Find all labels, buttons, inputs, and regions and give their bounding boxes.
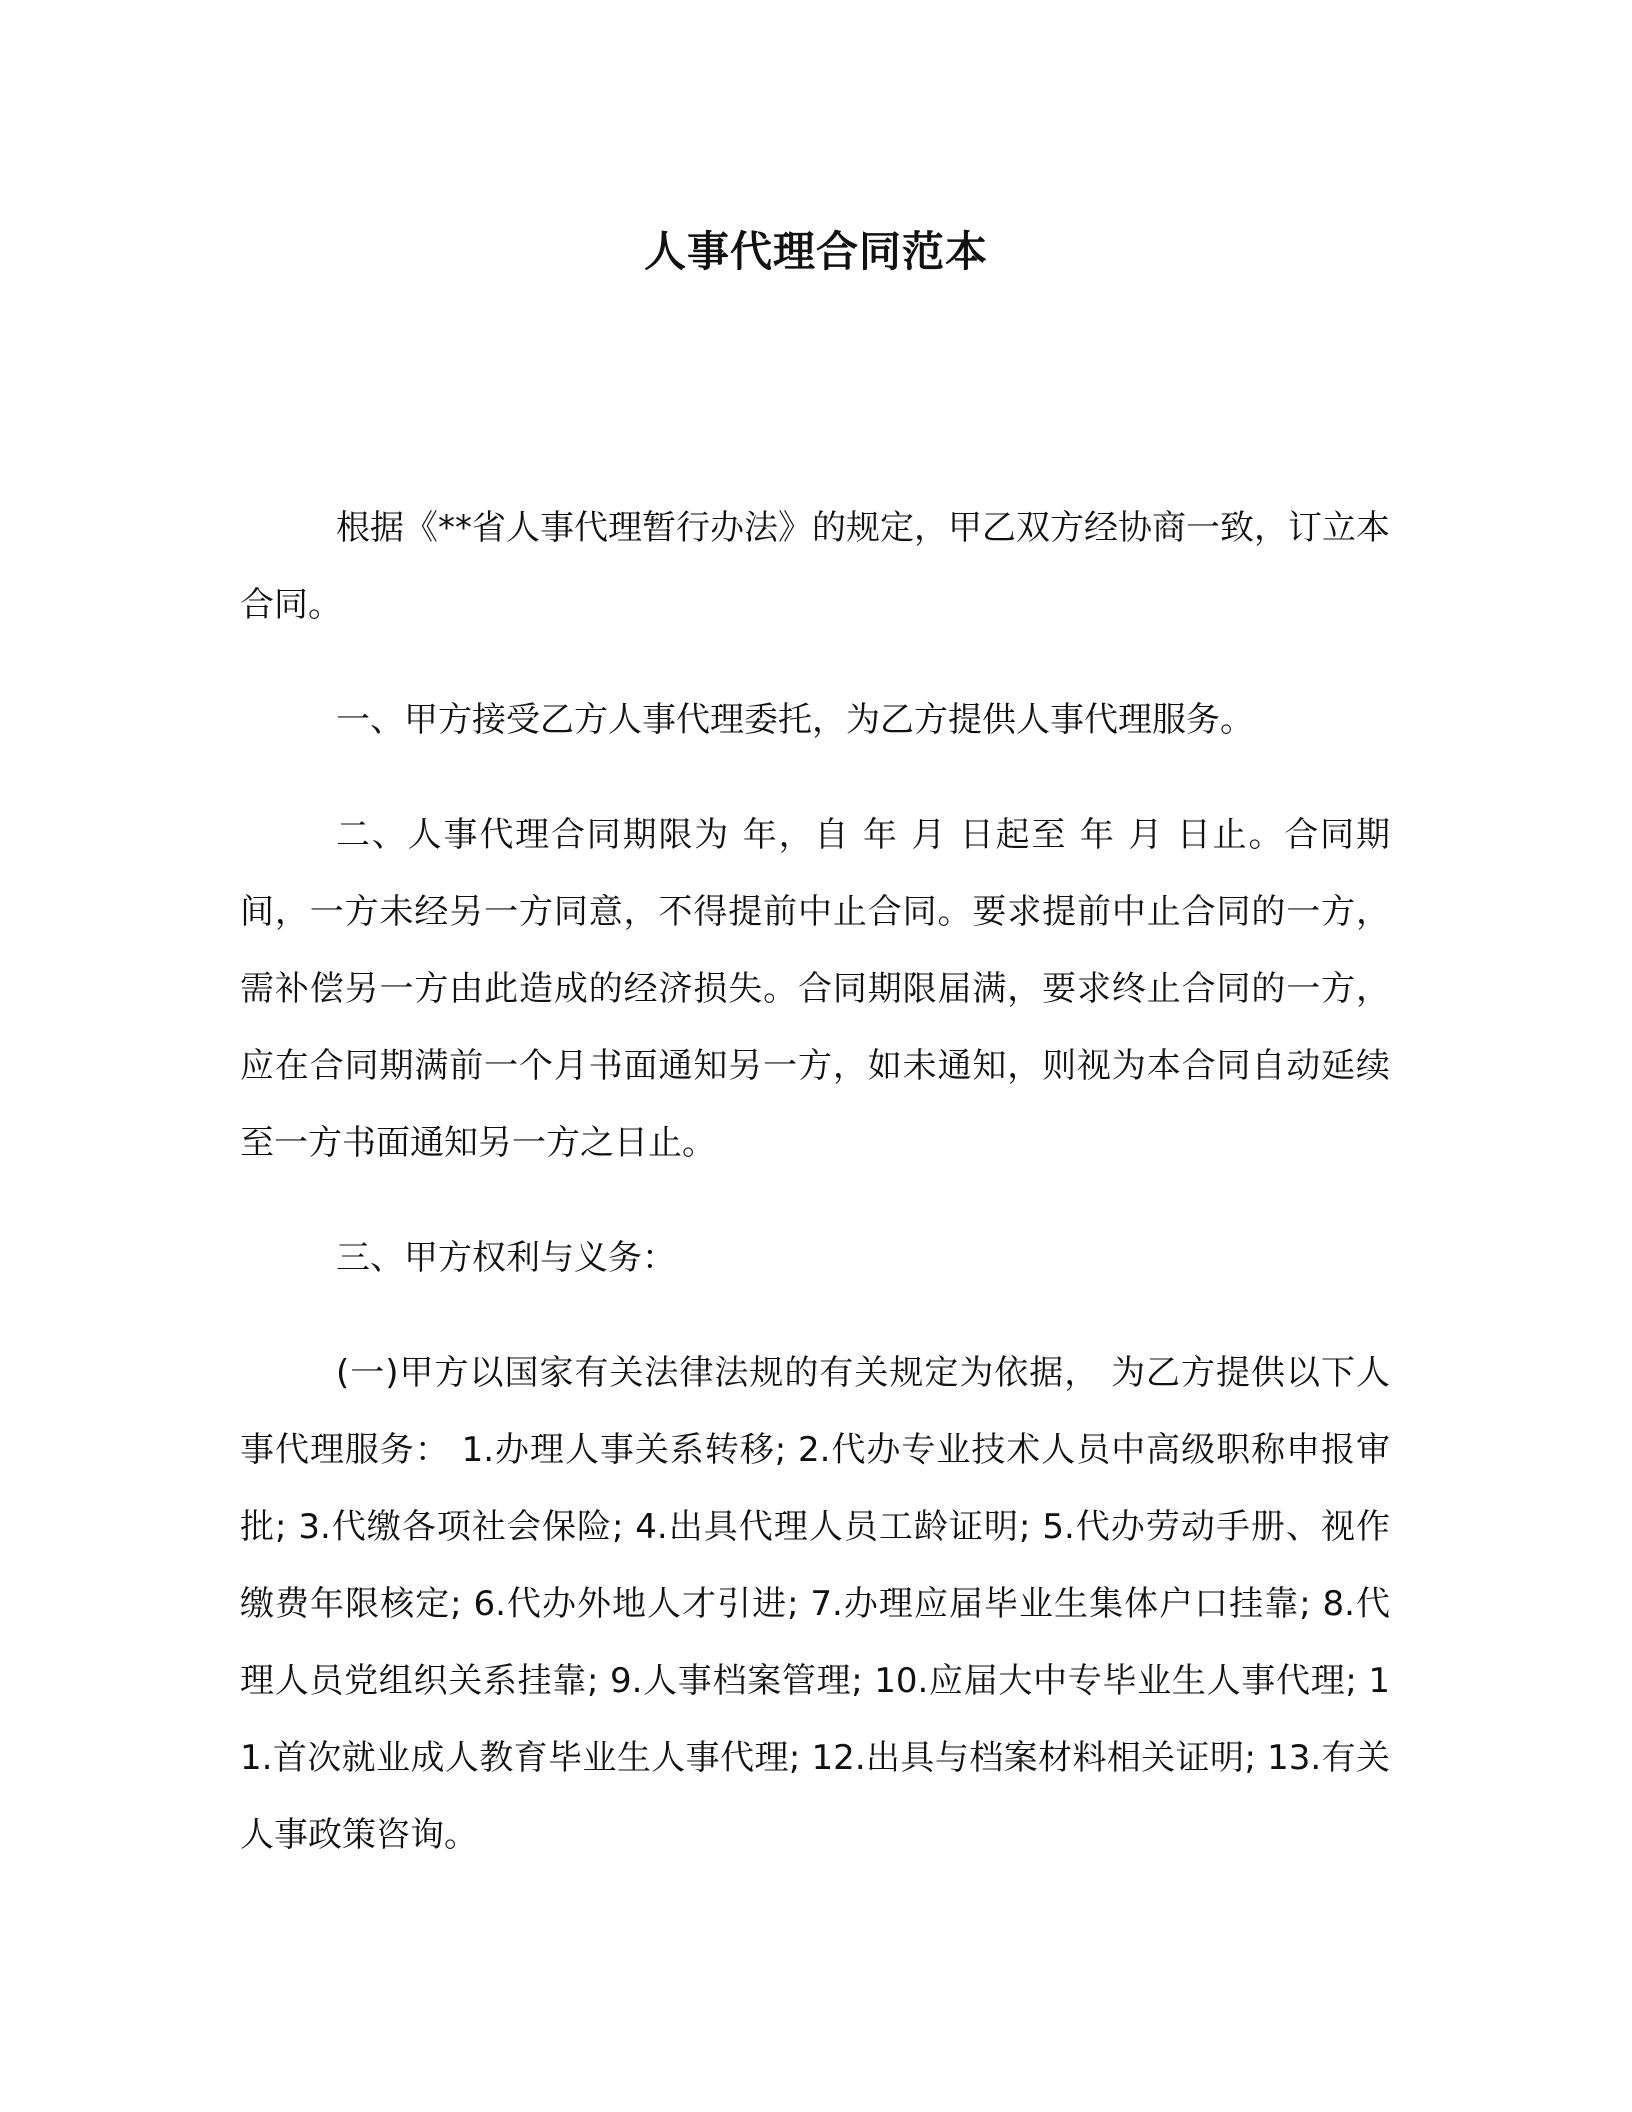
paragraph-clause-2: 二、人事代理合同期限为 年，自 年 月 日起至 年 月 日止。合同期间，一方未经另一方同意，不得提前中止合同。要求提前中止合同的一方，需补偿另一方由此造成的经济损失。合同期限届满，要求终止合同的一方，应在合同期满前一个月书面通知另一方，如未通知，则视为本合同自动延续至一方书面通知另一方之日止。 [240,815,1390,1163]
paragraph-preamble: 根据《**省人事代理暂行办法》的规定，甲乙双方经协商一致，订立本合同。 [240,508,1390,625]
paragraph-clause-3-heading: 三、甲方权利与义务： [336,1238,676,1278]
document-body [240,490,1390,1912]
document-title: 人事代理合同范本 [643,227,988,276]
paragraph-clause-3-item-1: (一)甲方以国家有关法律法规的有关规定为依据， 为乙方提供以下人事代理服务： 1.办理人事关系转移; 2.代办专业技术人员中高级职称申报审批; 3.代缴各项社会保险; 4.出具代理人员工龄证明; 5.代办劳动手册、视作缴费年限核定; 6.代办外地人才引进; 7.办理应届毕业生集体户口挂靠; 8.代理人员党组织关系挂靠; 9.人事档案管理; 10.应届大中专毕业生人事代理; 11.首次就业成人教育毕业生人事代理; 12.出具与档案材料相关证明; 13.有关人事政策咨询。 [240,1353,1390,1855]
paragraph-clause-1: 一、甲方接受乙方人事代理委托，为乙方提供人事代理服务。 [336,700,1254,740]
